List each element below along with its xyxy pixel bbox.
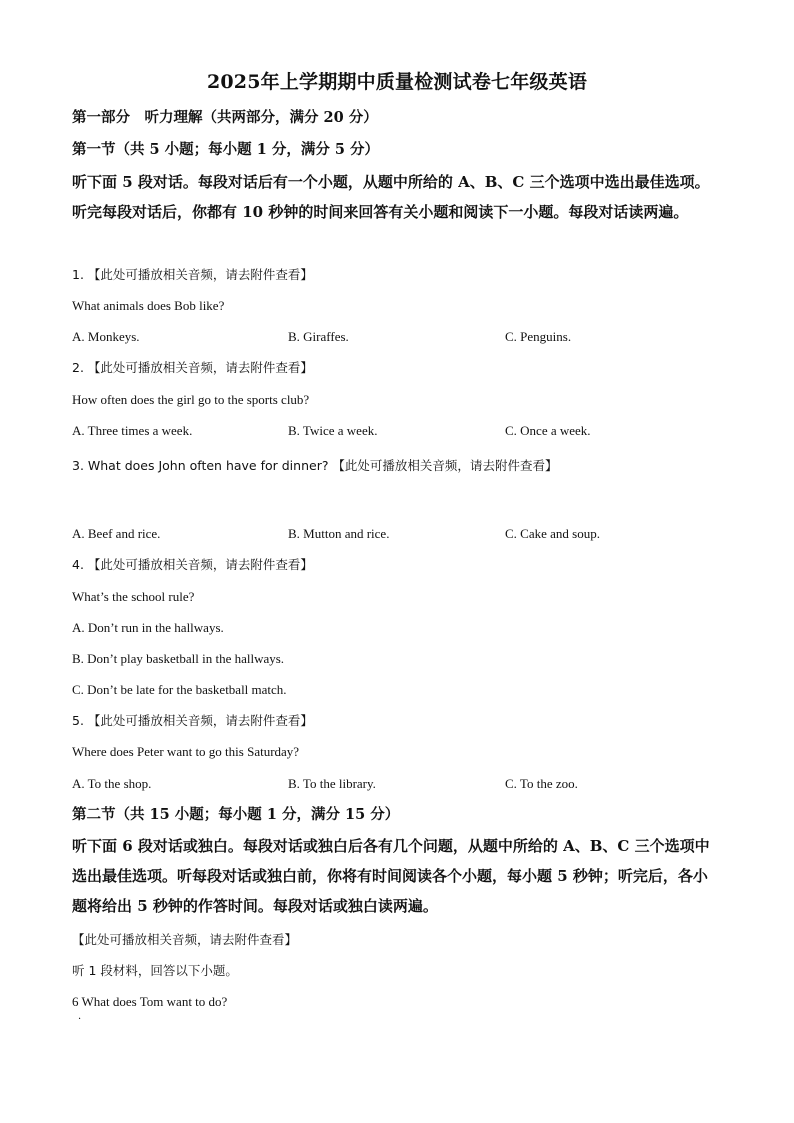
q4-option-a[interactable]: A. Don’t run in the hallways. (72, 620, 224, 635)
q5-option-c[interactable]: C. To the zoo. (505, 776, 578, 791)
q3-option-b[interactable]: B. Mutton and rice. (288, 526, 390, 541)
q2-option-c[interactable]: C. Once a week. (505, 423, 591, 438)
q5-option-b[interactable]: B. To the library. (288, 776, 376, 791)
q1-audio-prompt: 1. 【此处可播放相关音频，请去附件查看】 (72, 267, 313, 282)
q1-option-c[interactable]: C. Penguins. (505, 329, 572, 344)
q4-option-b[interactable]: B. Don’t play basketball in the hallways. (72, 651, 285, 666)
q6-question: 6 What does Tom want to do? (72, 994, 228, 1009)
q3-question: 3. What does John often have for dinner? 【此处可播放相关音频，请去附件查看】 (72, 458, 558, 473)
q2-audio-prompt: 2. 【此处可播放相关音频，请去附件查看】 (72, 360, 313, 375)
q2-question: How often does the girl go to the sports club? (72, 392, 310, 407)
q2-option-b[interactable]: B. Twice a week. (288, 423, 378, 438)
q3-option-a[interactable]: A. Beef and rice. (72, 526, 161, 541)
q4-audio-prompt: 4. 【此处可播放相关音频，请去附件查看】 (72, 557, 313, 572)
q1-question: What animals does Bob like? (72, 298, 225, 313)
q3-option-c[interactable]: C. Cake and soup. (505, 526, 600, 541)
material-note: 听 1 段材料，回答以下小题。 (72, 963, 238, 978)
q1-option-a[interactable]: A. Monkeys. (72, 329, 140, 344)
q5-audio-prompt: 5. 【此处可播放相关音频，请去附件查看】 (72, 713, 313, 728)
q4-option-c[interactable]: C. Don’t be late for the basketball match. (72, 682, 287, 697)
part1-heading: 第一部分 听力理解（共两部分，满分 20 分） (72, 109, 378, 126)
q5-question: Where does Peter want to go this Saturday? (72, 744, 300, 759)
section2-audio-prompt: 【此处可播放相关音频，请去附件查看】 (72, 932, 298, 947)
section1-instructions: 听下面 5 段对话。每段对话后有一个小题，从题中所给的 A、B、C 三个选项中选出最佳选项。听完每段对话后，你都有 10 秒钟的时间来回答有关小题和阅读下一小题。每段对话读两遍。 (72, 173, 710, 221)
q4-question: What’s the school rule? (72, 589, 195, 604)
section2-heading: 第二节（共 15 小题；每小题 1 分，满分 15 分） (72, 806, 400, 823)
page-title: 2025年上学期期中质量检测试卷七年级英语 (206, 71, 588, 93)
q5-option-a[interactable]: A. To the shop. (72, 776, 152, 791)
section2-instructions: 听下面 6 段对话或独白。每段对话或独白后各有几个问题，从题中所给的 A、B、C 三个选项中选出最佳选项。听每段对话或独白前，你将有时间阅读各个小题，每小题 5 秒钟；听完后，各小题将给出 5 秒钟的作答时间。每段对话或独白读两遍。 (72, 837, 710, 915)
q1-option-b[interactable]: B. Giraffes. (288, 329, 349, 344)
q2-option-a[interactable]: A. Three times a week. (72, 423, 193, 438)
bullet-mark: · (78, 1014, 82, 1025)
section1-heading: 第一节（共 5 小题；每小题 1 分，满分 5 分） (72, 141, 380, 158)
